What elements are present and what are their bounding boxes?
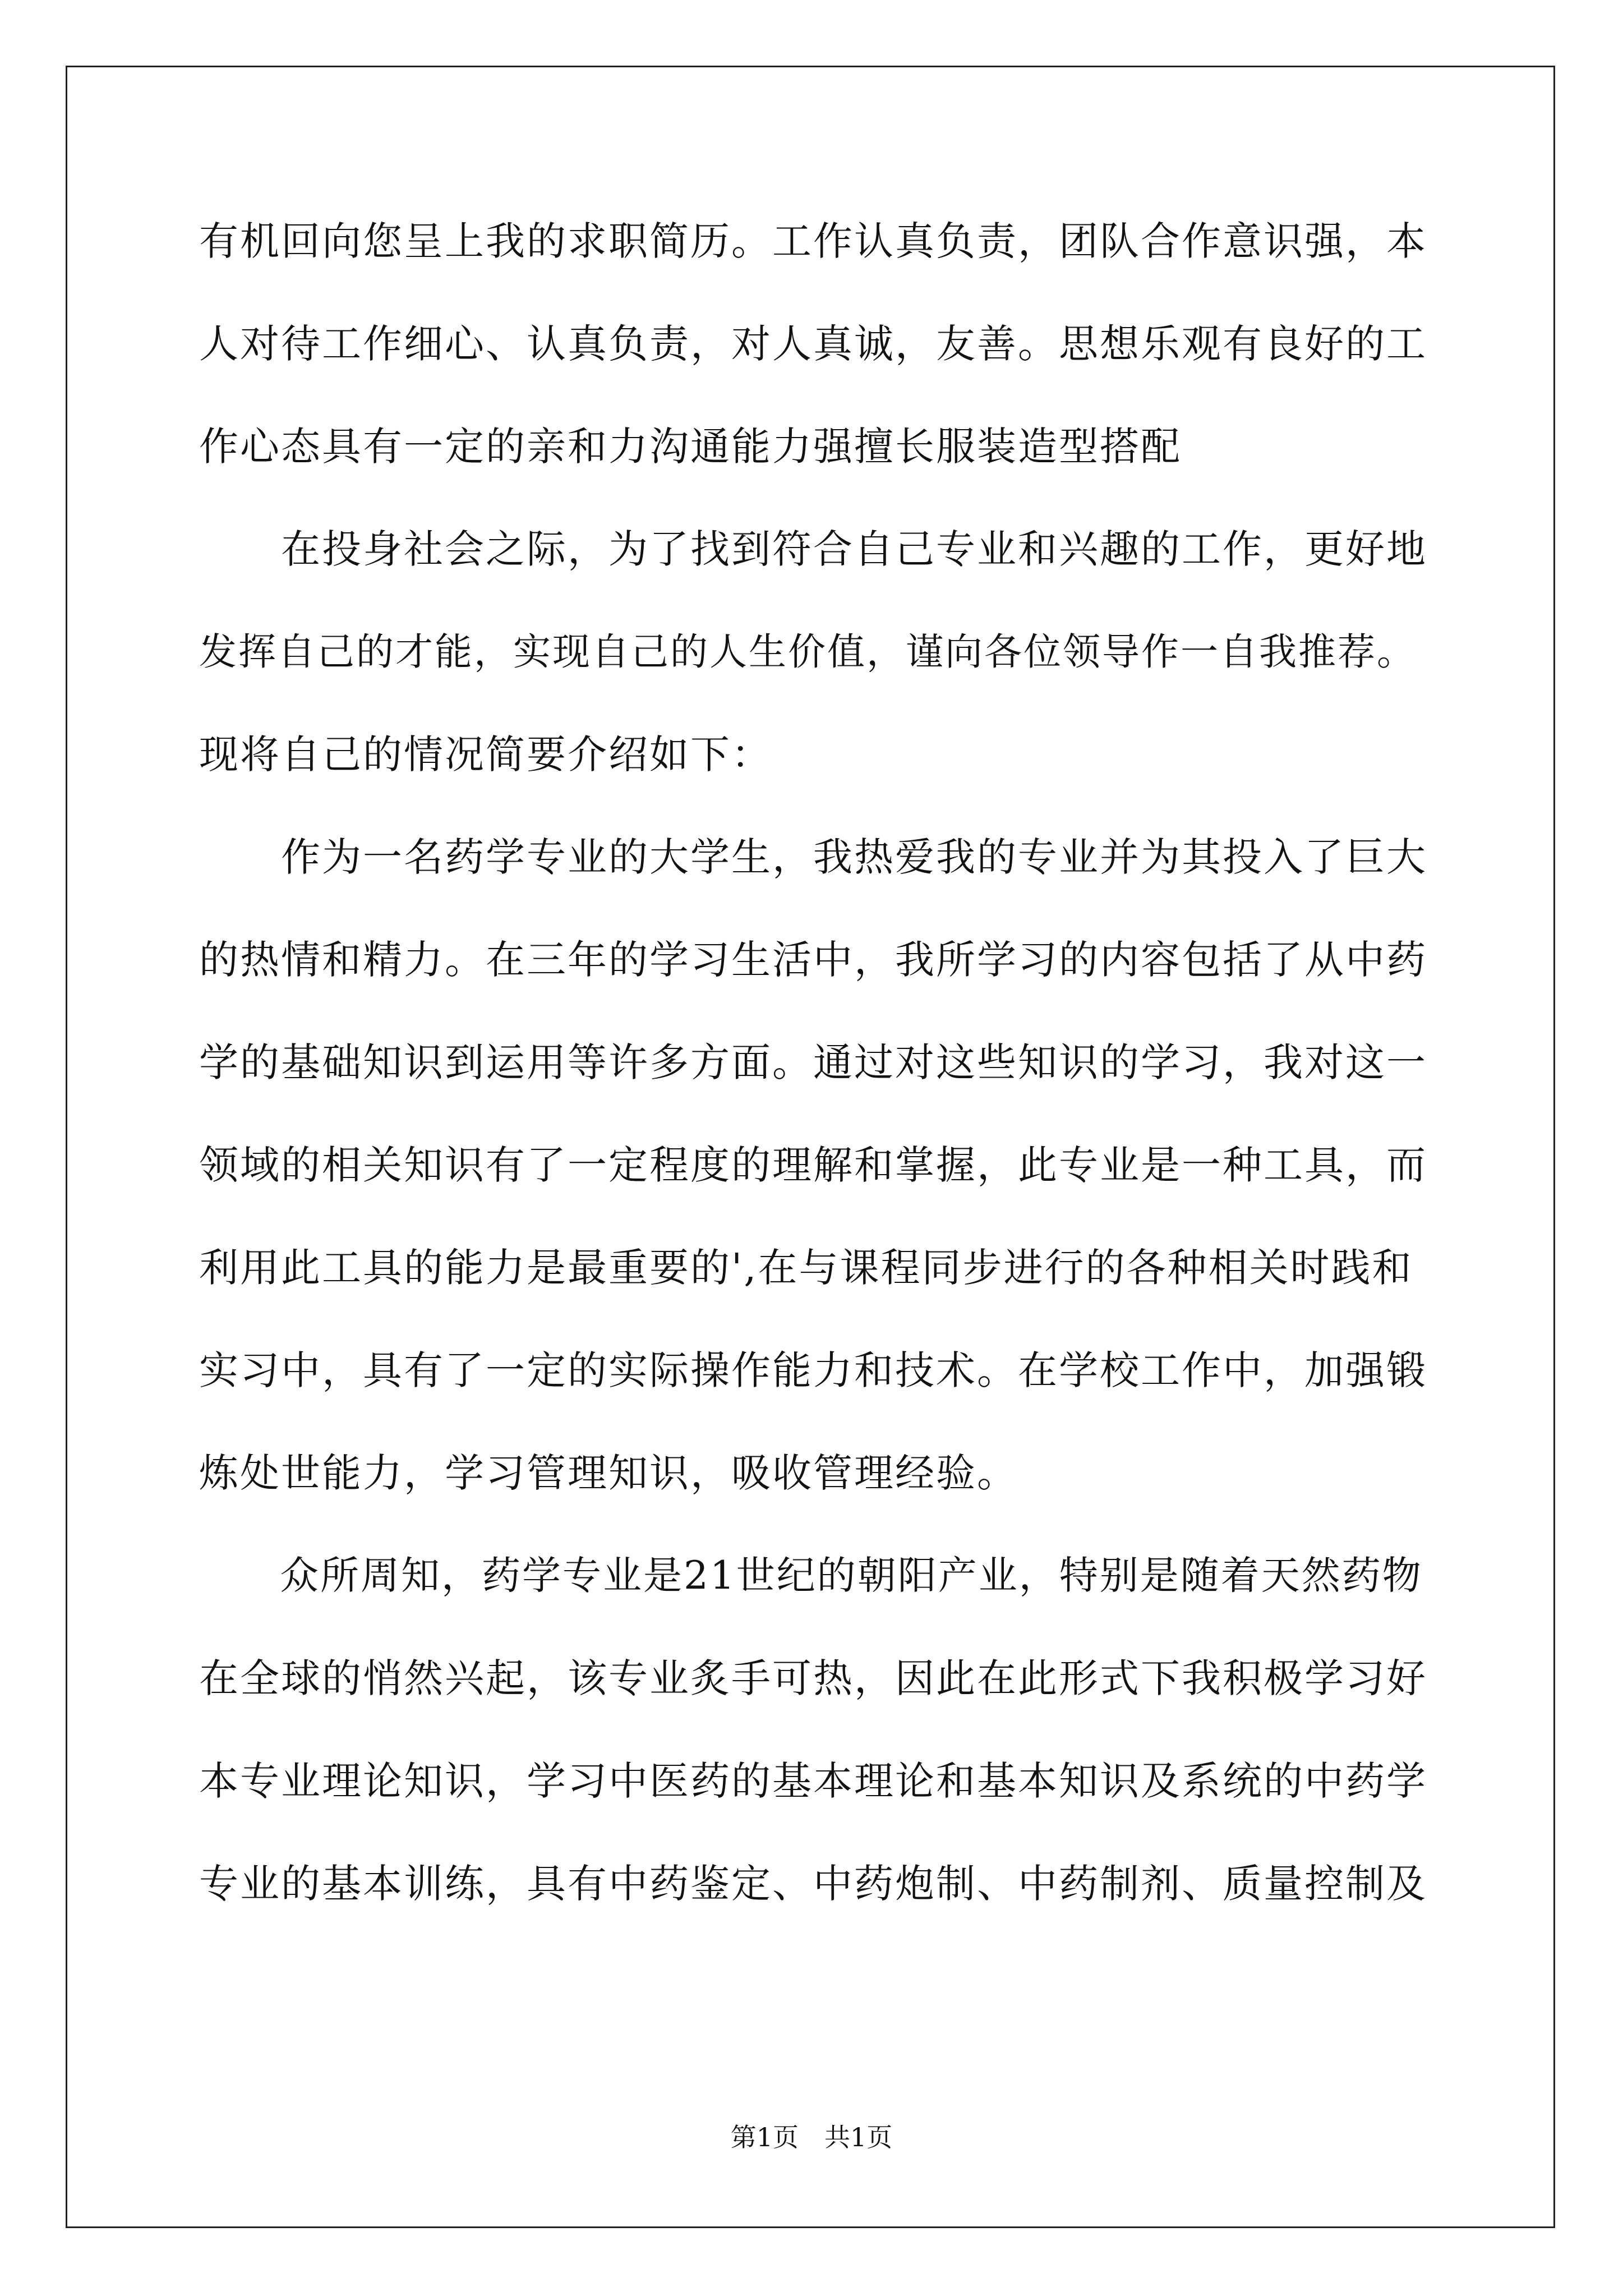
- page-footer: 第1页 共1页: [730, 2122, 893, 2152]
- text-line: 在全球的悄然兴起，该专业炙手可热，因此在此形式下我积极学习好: [199, 1655, 1427, 1701]
- text-line: 众所周知，药学专业是21世纪的朝阳产业，特别是随着天然药物: [199, 1553, 1423, 1598]
- text-line: 本专业理论知识，学习中医药的基本理论和基本知识及系统的中药学: [199, 1758, 1427, 1804]
- text-line: 利用此工具的能力是最重要的',在与课程同步进行的各种相关时践和: [199, 1245, 1413, 1291]
- text-line: 人对待工作细心、认真负责，对人真诚，友善。思想乐观有良好的工: [199, 321, 1427, 367]
- text-line: 在投身社会之际，为了找到符合自己专业和兴趣的工作，更好地: [199, 526, 1427, 572]
- text-line: 领域的相关知识有了一定程度的理解和掌握，此专业是一种工具，而: [199, 1142, 1427, 1188]
- text-line: 专业的基本训练，具有中药鉴定、中药炮制、中药制剂、质量控制及: [199, 1861, 1427, 1907]
- text-line: 炼处世能力，学习管理知识，吸收管理经验。: [199, 1450, 1018, 1496]
- text-line: 的热情和精力。在三年的学习生活中，我所学习的内容包括了从中药: [199, 937, 1427, 983]
- text-line: 实习中，具有了一定的实际操作能力和技术。在学校工作中，加强锻: [199, 1347, 1427, 1393]
- text-line: 发挥自己的才能，实现自己的人生价值，谨向各位领导作一自我推荐。: [199, 630, 1416, 674]
- text-line: 作心态具有一定的亲和力沟通能力强擅长服装造型搭配: [199, 424, 1182, 470]
- text-line: 作为一名药学专业的大学生，我热爱我的专业并为其投入了巨大: [199, 834, 1427, 880]
- text-line: 有机回向您呈上我的求职简历。工作认真负责，团队合作意识强，本: [199, 218, 1427, 264]
- text-line: 现将自己的情况简要介绍如下：: [199, 731, 772, 777]
- text-line: 学的基础知识到运用等许多方面。通过对这些知识的学习，我对这一: [199, 1039, 1427, 1085]
